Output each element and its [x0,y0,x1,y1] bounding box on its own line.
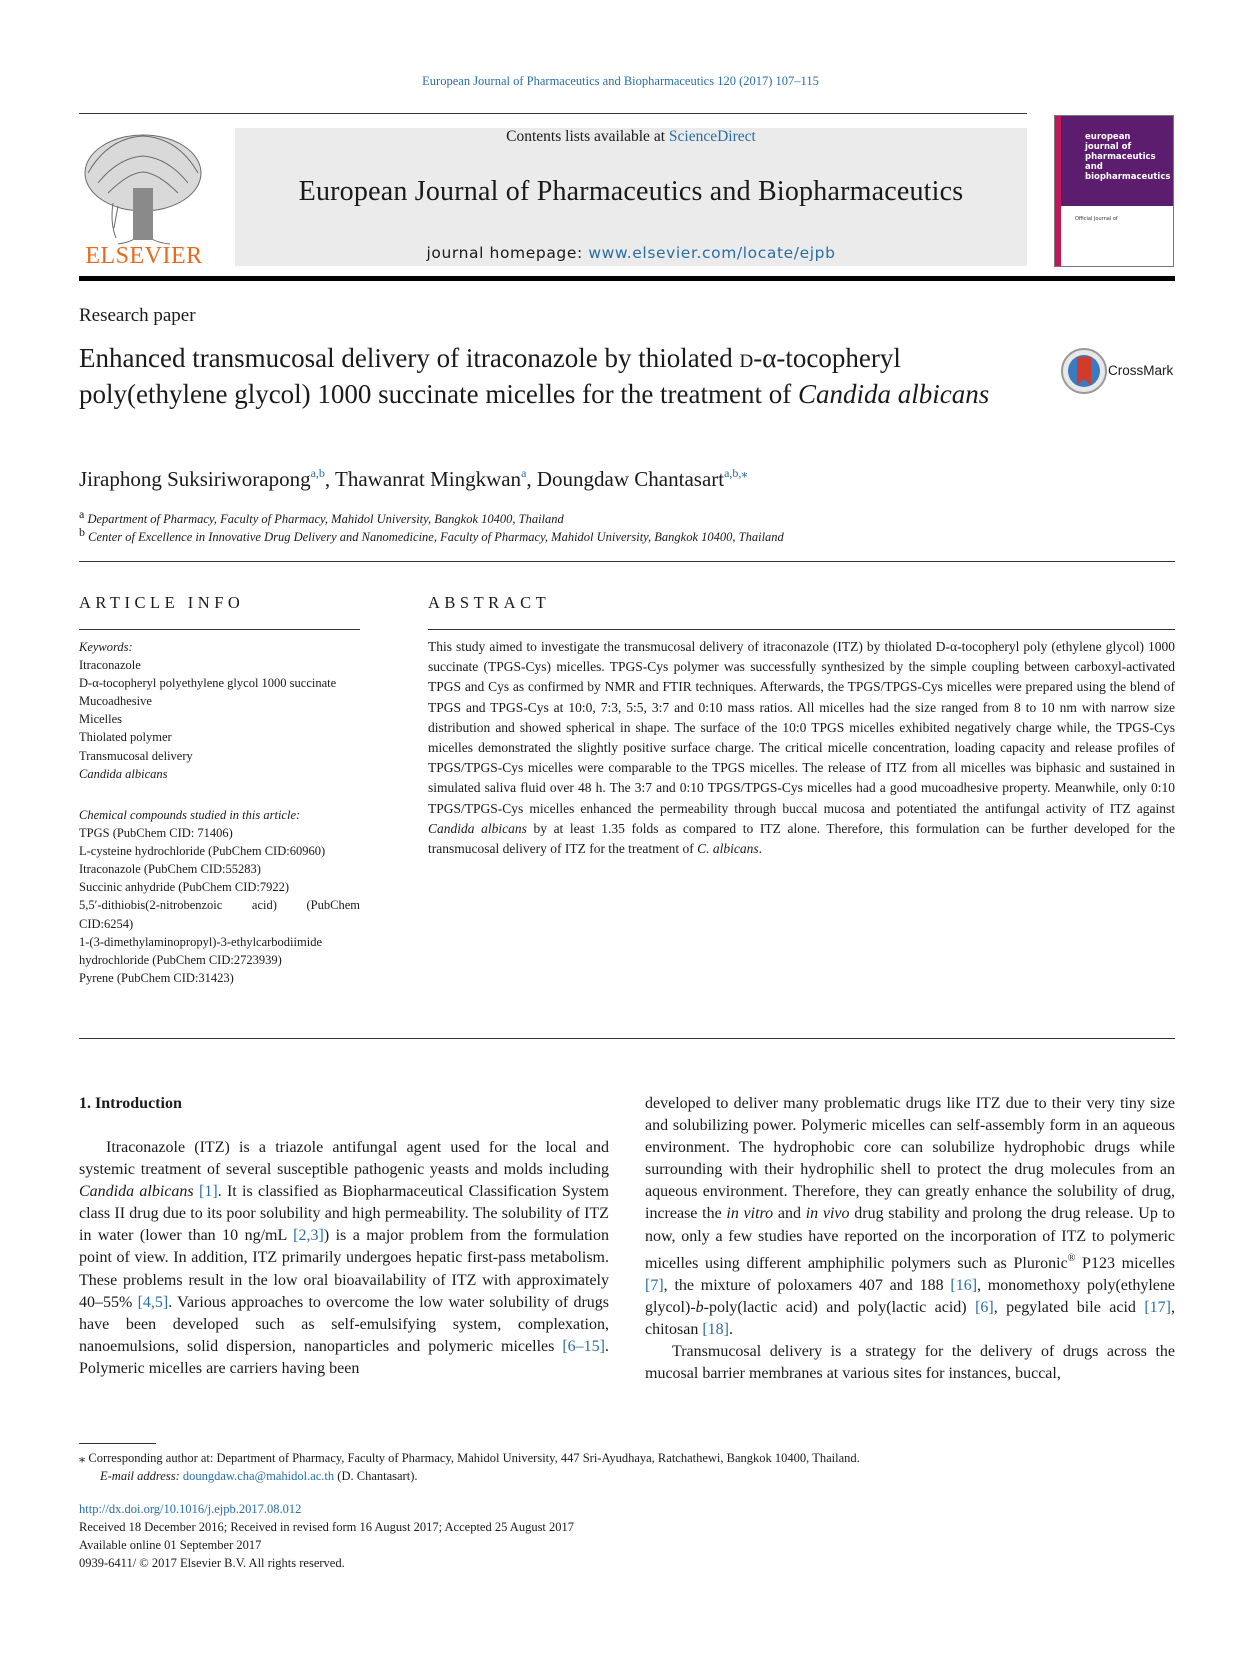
corresponding-author-note: ⁎ Corresponding author at: Department of Pharmacy, Faculty of Pharmacy, Mahidol University, 447 Sri-Ayudhaya, Ratchathewi, Bangkok 10400, Thailand. [79,1451,860,1465]
keywords-block [79,638,360,783]
body-text: , pegylated bile acid [993,1298,1145,1316]
title-text: -α-tocopheryl poly(ethylene glycol) 1000 succinate micelles for the treatment of [79,343,901,409]
compound: 5,5′-dithiobis(2-nitrobenzoic acid) (PubChem CID:6254) [79,898,360,931]
body-text: , monomethoxy poly(ethylene glycol)- [645,1276,1175,1316]
affiliation-text: Department of Pharmacy, Faculty of Pharmacy, Mahidol University, Bangkok 10400, Thailand [87,512,564,526]
keyword: Thiolated polymer [79,730,172,745]
compound: Succinic anhydride (PubChem CID:7922) [79,880,290,895]
body-text: and [773,1205,806,1223]
author-affiliation-marker[interactable]: a,b [310,466,325,480]
body-text: Itraconazole (ITZ) is a triazole antifungal agent used for the local and systemic treatment of several susceptible pathogenic yeasts and molds including [79,1139,609,1179]
author-affiliation-marker[interactable]: a,b,⁎ [724,466,748,480]
body-text: . Various approaches to overcome the low water solubility of drugs have been developed such as self-emulsifying system, complexation, nanoemulsions, solid dispersion, nanoparticles and polymeric micelles [79,1293,609,1355]
keyword: Transmucosal delivery [79,748,193,763]
paragraph: Transmucosal delivery is a strategy for the delivery of drugs across the mucosal barrier membranes at various sites for instances, buccal, [645,1343,1175,1383]
body-text: . Polymeric micelles are carriers having been [79,1337,609,1377]
citation-link[interactable]: [16] [950,1276,978,1294]
elsevier-wordmark: ELSEVIER [85,243,203,269]
cover-line: biopharmaceutics [1085,172,1171,182]
body-text: , chitosan [645,1298,1175,1338]
citation-link[interactable]: [6] [975,1298,994,1316]
author-list [79,466,747,492]
keyword: Micelles [79,712,123,727]
keyword: D-α-tocopheryl polyethylene glycol 1000 succinate [79,676,337,691]
title-text: Enhanced transmucosal delivery of itraconazole by thiolated [79,343,740,373]
citation-link[interactable]: [2,3] [293,1227,324,1245]
intro-left-column [79,1137,609,1380]
author-name[interactable]: Jiraphong Suksiriworapong [79,467,311,491]
abstract-italic: Candida albicans [428,820,527,836]
compound: L-cysteine hydrochloride (PubChem CID:60960) [79,844,326,859]
compound: TPGS (PubChem CID: 71406) [79,826,233,841]
body-text: developed to deliver many problematic drugs like ITZ due to their very tiny size and solubilizing power. Polymeric micelles can self-assembly form in an aqueous environment. The hydrophobic core can solubilize hydrophobic drugs while surrounding with their hydrophilic shell to protect the drug molecules from an aqueous environment. Therefore, they can greatly enhance the solubility of drug, increase the [645,1095,1175,1223]
header-rule [79,113,1027,114]
paragraph [645,1093,1175,1341]
abstract-heading: ABSTRACT [428,593,551,612]
cover-line: pharmaceutics and [1085,152,1156,172]
body-italic: in vitro [726,1205,774,1223]
introduction-heading: 1. Introduction [79,1095,182,1112]
cover-journal-name [1085,132,1173,182]
cover-official-text: Official Journal of [1075,216,1118,222]
body-text: . [728,1320,733,1338]
contents-prefix: Contents lists available at [506,128,669,145]
copyright-line: 0939-6411/ © 2017 Elsevier B.V. All rights reserved. [79,1556,345,1570]
compound: Itraconazole (PubChem CID:55283) [79,862,261,877]
affiliation-text: Center of Excellence in Innovative Drug Delivery and Nanomedicine, Faculty of Pharmacy, Mahidol University, Bangkok 10400, Thailand [88,530,784,544]
abstract-rule [428,629,1175,630]
citation-link[interactable]: [17] [1144,1298,1171,1316]
author-name[interactable]: Doungdaw Chantasart [536,467,725,491]
contents-line [235,128,1027,146]
article-info-rule [79,629,360,630]
citation-link[interactable]: [7] [645,1276,664,1294]
affiliation [79,507,564,527]
abstract-body [428,637,1175,859]
keywords-label: Keywords: [79,640,133,654]
article-title [79,340,1039,412]
body-italic: b [695,1298,704,1316]
body-italic: Candida albicans [79,1183,194,1201]
registered-mark: ® [1067,1252,1076,1264]
abstract-italic: C. albicans [697,841,759,857]
received-dates: Received 18 December 2016; Received in revised form 16 August 2017; Accepted 25 August 2017 [79,1520,575,1534]
keyword: Mucoadhesive [79,694,152,709]
body-text: . It is classified as Biopharmaceutical Classification System class II drug due to its poor solubility and high permeability. The solubility of ITZ in water (lower than 10 ng/mL [79,1183,609,1245]
affiliation-marker: b [79,525,85,539]
affiliation [79,525,784,545]
journal-title: European Journal of Pharmaceutics and Biopharmaceutics [298,176,964,207]
header-thick-rule [79,276,1175,281]
author-separator: , [324,467,336,491]
homepage-link[interactable]: www.elsevier.com/locate/ejpb [588,244,836,262]
available-online-date: Available online 01 September 2017 [79,1538,262,1552]
body-text: , the mixture of poloxamers 407 and 188 [663,1276,951,1294]
cover-line: journal of [1085,142,1132,152]
compound: Pyrene (PubChem CID:31423) [79,970,234,985]
article-info-heading: ARTICLE INFO [79,593,245,612]
author-name[interactable]: Thawanrat Mingkwan [335,467,522,491]
crossmark-label[interactable]: CrossMark [1108,363,1174,378]
author-separator: , [526,467,537,491]
citation-link[interactable]: [6–15] [562,1337,605,1355]
compounds-label: Chemical compounds studied in this article: [79,808,301,822]
intro-right-column [645,1093,1175,1385]
body-text: -poly(lactic acid) and poly(lactic acid) [703,1298,976,1316]
abstract-text: . [758,841,763,857]
affiliation-marker: a [79,507,85,521]
affiliation-rule [79,561,1175,562]
author-affiliation-marker[interactable]: a [521,466,527,480]
body-text: drug stability and prolong the drug release. Up to now, only a few studies have reported on the incorporation of ITZ to polymeric micelles using different amphiphilic polymers such as Pluronic [645,1205,1176,1272]
footnote-rule [79,1443,156,1444]
cover-stripe [1055,116,1061,266]
cover-line: european [1085,132,1131,142]
article-type: Research paper [79,305,196,326]
doi-link[interactable]: http://dx.doi.org/10.1016/j.ejpb.2017.08.012 [79,1502,302,1516]
keyword: Candida albicans [79,766,168,781]
compound: 1-(3-dimethylaminopropyl)-3-ethylcarbodiimide hydrochloride (PubChem CID:2723939) [79,934,322,967]
title-italic: Candida albicans [798,379,990,409]
citation-link[interactable]: [1] [198,1183,218,1201]
journal-reference-link[interactable]: European Journal of Pharmaceutics and Biopharmaceutics 120 (2017) 107–115 [422,74,819,88]
citation-link[interactable]: [18] [702,1320,729,1338]
homepage-prefix: journal homepage: [426,244,589,262]
compounds-block [79,806,360,987]
email-label: E-mail address: [100,1469,180,1483]
journal-cover-thumbnail[interactable] [1054,115,1174,267]
title-small-caps: d [739,343,754,373]
email-link[interactable]: doungdaw.cha@mahidol.ac.th [182,1469,335,1483]
abstract-text: by at least 1.35 folds as compared to ITZ alone. Therefore, this formulation can be further developed for the transmucosal delivery of ITZ for the treatment of [428,820,1175,857]
section-rule [79,1038,1175,1039]
sciencedirect-link[interactable]: ScienceDirect [668,128,756,145]
homepage-line [235,244,1027,262]
keyword: Itraconazole [79,658,141,673]
body-text: P123 micelles [1075,1254,1175,1272]
email-suffix: (D. Chantasart). [334,1469,418,1483]
body-italic: in vivo [805,1205,850,1223]
abstract-text: This study aimed to investigate the transmucosal delivery of itraconazole (ITZ) by thiolated D-α-tocopheryl poly (ethylene glycol) 1000 succinate (TPGS-Cys) micelles. TPGS-Cys polymer was successfully synthesized by the simple coupling between carboxyl-activated TPGS and Cys as confirmed by NMR and FTIR techniques. Afterwards, the TPGS/TPGS-Cys micelles were prepared using the blend of TPGS and TPGS-Cys at 10:0, 7:3, 5:5, 3:7 and 0:10 mass ratios. All micelles had the size ranged from 8 to 10 nm with narrow size distribution and showed spherical in shape. The surface of the 10:0 TPGS micelles exhibited negatively charge while, the TPGS-Cys micelles demonstrated the slightly positive surface charge. The critical micelle concentration, loading capacity and release profiles of TPGS/TPGS-Cys micelles were comparable to the TPGS micelles. The release of ITZ from all micelles was biphasic and sustained in simulated saliva fluid over 48 h. The 3:7 and 0:10 TPGS/TPGS-Cys micelles had a good mucoadhesive property. Meanwhile, only 0:10 TPGS/TPGS-Cys micelles enhanced the permeability through buccal mucosa and potentiated the antifungal activity of ITZ against [428,639,1175,816]
email-note [100,1467,417,1485]
body-text: ) is a major problem from the formulation point of view. In addition, ITZ primarily undergoes hepatic first-pass metabolism. These problems result in the low oral bioavailability of ITZ with approximately 40–55% [79,1227,609,1311]
citation-link[interactable]: [4,5] [137,1293,169,1311]
